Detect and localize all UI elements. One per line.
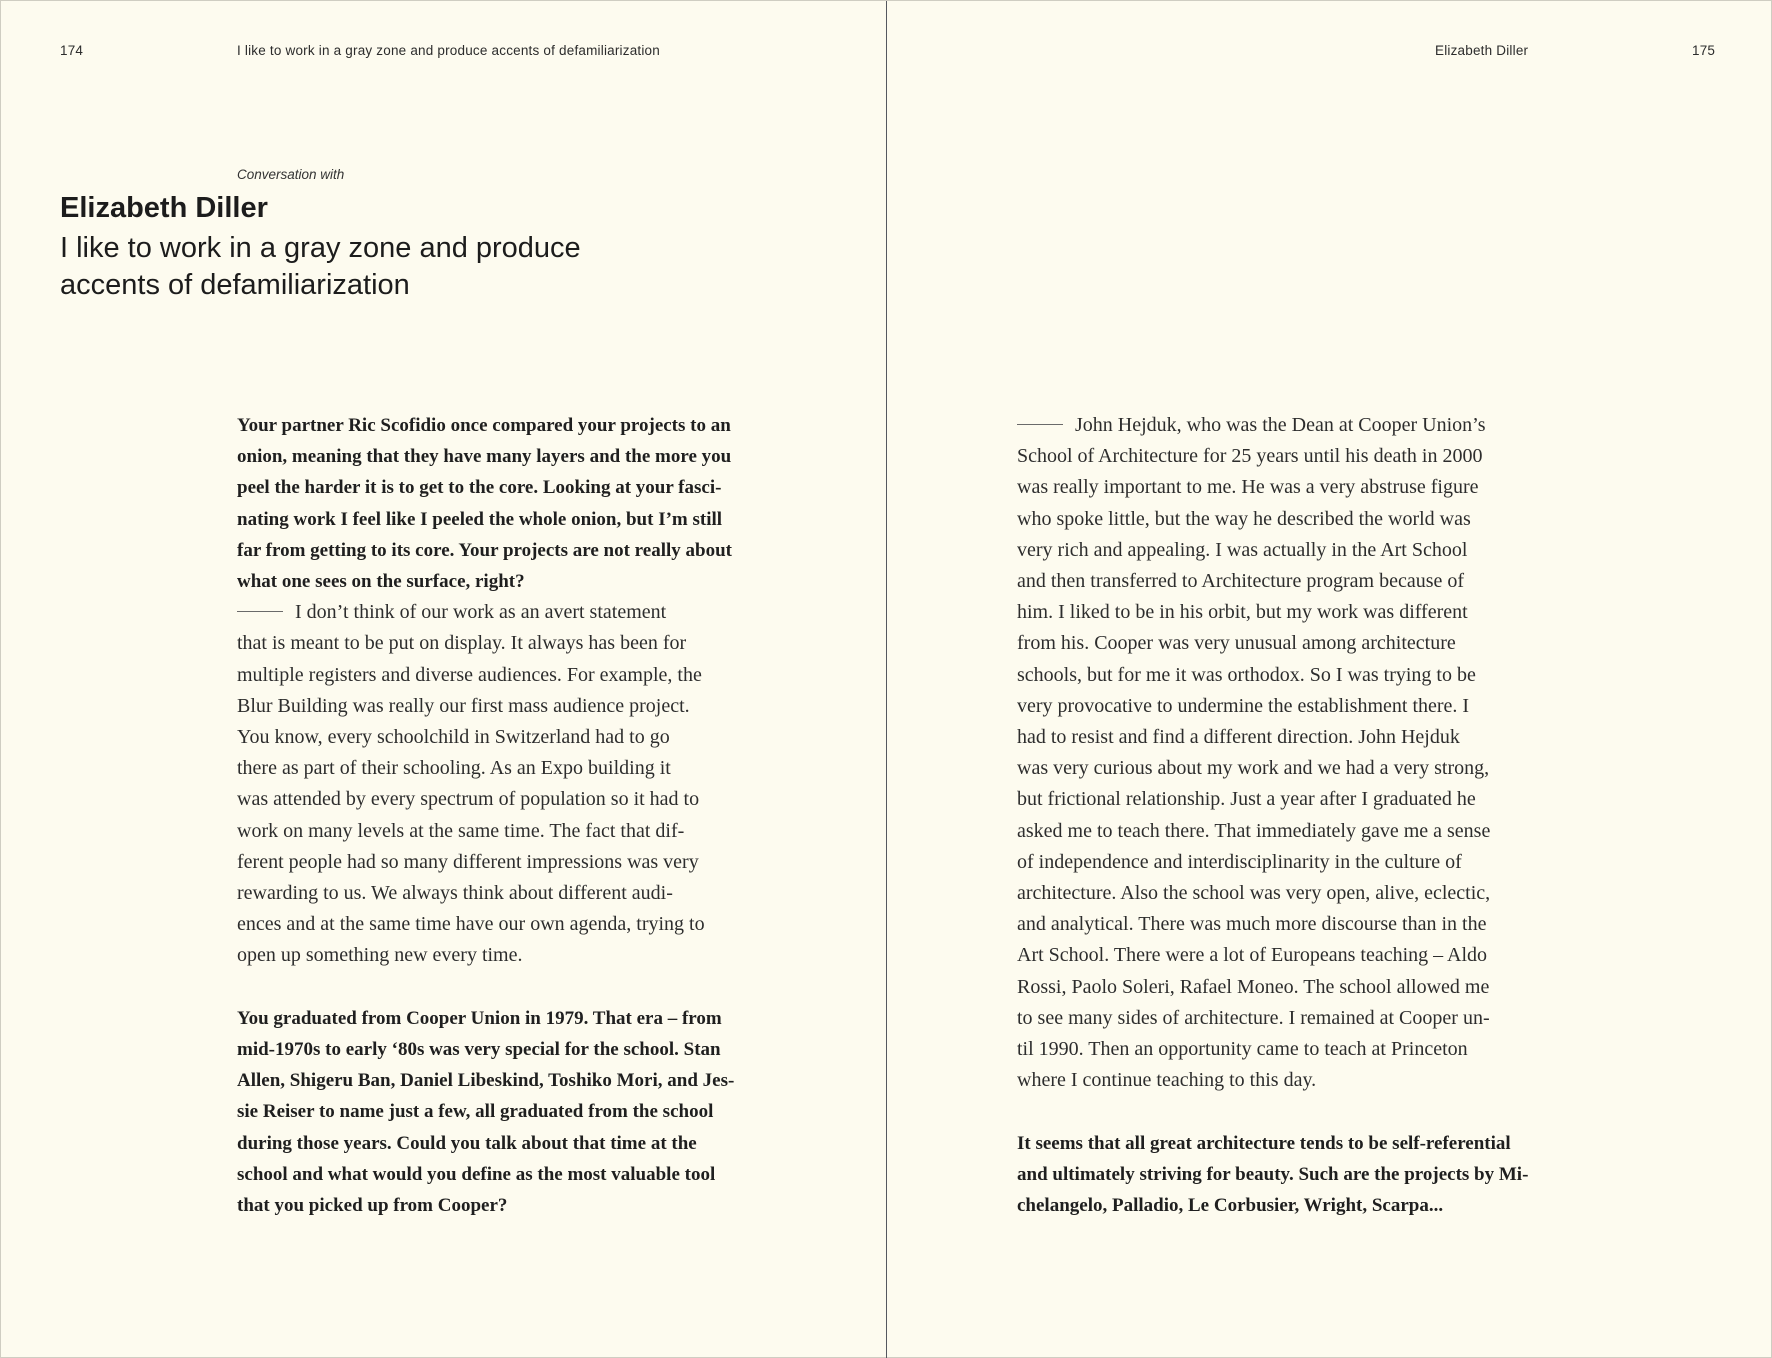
question-1: Your partner Ric Scofidio once compared your projects to an onion, meaning that they have many layers and the more you peel the harder it is to get to the core. Looking at your fasci- nating work I feel like I peeled the whole onion, but I’m still far from getting to its core. Your projects are not really about what one sees on the surface, right? <box>237 415 732 593</box>
question-3: It seems that all great architecture tends to be self-referential and ultimately striving for beauty. Such are the projects by Mi- chelangelo, Palladio, Le Corbusier, Wright, Scarpa... <box>1017 1132 1529 1217</box>
em-dash-rule <box>1017 424 1063 425</box>
left-running-head: I like to work in a gray zone and produce accents of defamiliarization <box>237 43 660 58</box>
left-page <box>1 1 887 1358</box>
left-text-column <box>237 410 767 1221</box>
chapter-title: I like to work in a gray zone and produce accents of defamiliarization <box>60 232 581 301</box>
left-page-number: 174 <box>60 43 84 58</box>
em-dash-rule <box>237 611 283 612</box>
right-text-column <box>1017 410 1547 1221</box>
answer-1: I don’t think of our work as an avert statement that is meant to be put on display. It always has been for multiple registers and diverse audiences. For example, the Blur Building was really our first mass audience project. You know, every schoolchild in Switzerland had to go there as part of their schooling. As an Expo building it was attended by every spectrum of population so it had to work on many levels at the same time. The fact that dif- ferent people had so many different impressions was very rewarding to us. We always think about different audi- ences and at the same time have our own agenda, trying to open up something new every time. <box>237 601 705 967</box>
answer-2-paragraph <box>1017 410 1547 1096</box>
answer-1-paragraph <box>237 597 767 971</box>
right-page-number: 175 <box>1692 43 1716 58</box>
right-running-head: Elizabeth Diller <box>1435 43 1529 58</box>
answer-2: John Hejduk, who was the Dean at Cooper Union’s School of Architecture for 25 years until his death in 2000 was really important to me. He was a very abstruse figure who spoke little, but the way he described the world was very rich and appealing. I was actually in the Art School and then transferred to Architecture program because of him. I liked to be in his orbit, but my work was different from his. Cooper was very unusual among architecture schools, but for me it was orthodox. So I was trying to be very provocative to undermine the establishment there. I had to resist and find a different direction. John Hejduk was very curious about my work and we had a very strong, but frictional relationship. Just a year after I graduated he asked me to teach there. That immediately gave me a sense of independence and interdisciplinarity in the culture of architecture. Also the school was very open, alive, eclectic, and analytical. There was much more discourse than in the Art School. There were a lot of Europeans teaching – Aldo Rossi, Paolo Soleri, Rafael Moneo. The school allowed me to see many sides of architecture. I remained at Cooper un- til 1990. Then an opportunity came to teach at Princeton where I continue teaching to this day. <box>1017 414 1491 1092</box>
right-page <box>887 1 1772 1358</box>
question-2: You graduated from Cooper Union in 1979. That era – from mid-1970s to early ‘80s was very special for the school. Stan Allen, Shigeru Ban, Daniel Libeskind, Toshiko Mori, and Jes- sie Reiser to name just a few, all graduated from the school during those years. Could you talk about that time at the school and what would you define as the most valuable tool that you picked up from Cooper? <box>237 1007 735 1217</box>
conversation-label: Conversation with <box>237 167 345 182</box>
interviewee-name: Elizabeth Diller <box>60 192 268 224</box>
